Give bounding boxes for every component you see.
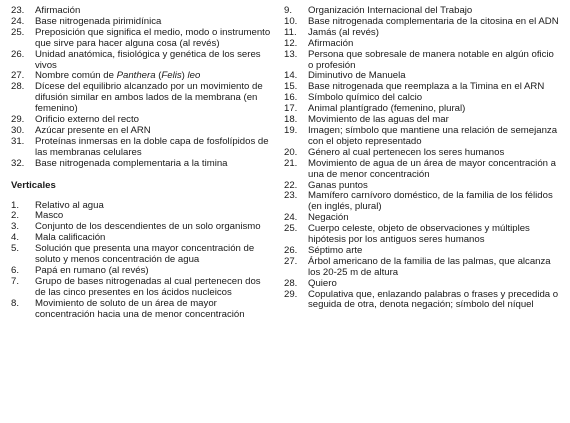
left-column	[11, 6, 273, 320]
clue-item	[11, 299, 273, 321]
clue-number: 14.	[284, 70, 298, 82]
clue-number: 20.	[284, 146, 298, 158]
clue-text: Afirmación	[35, 5, 81, 16]
clue-item	[284, 279, 560, 290]
clue-text: Preposición que significa el medio, modo o instrumento que sirve para hacer alguna cosa (al revés)	[35, 26, 271, 49]
clue-item	[284, 50, 560, 72]
clue-number: 17.	[284, 103, 298, 115]
clue-text: Séptimo arte	[308, 244, 363, 256]
clue-text: Base nitrogenada complementaria a la timina	[35, 157, 228, 169]
verticales-list-right	[284, 6, 560, 311]
clue-item	[11, 137, 273, 159]
clue-number: 11.	[284, 26, 297, 38]
clue-text: Quiero	[308, 277, 337, 289]
clue-text: Cuerpo celeste, objeto de observaciones y múltiples hipótesis por los antiguos seres humanos	[308, 223, 530, 246]
clue-number: 2.	[11, 210, 20, 222]
clue-text: Animal plantígrado (femenino, plural)	[308, 103, 466, 115]
clue-number: 22.	[284, 179, 298, 191]
clue-number: 6.	[11, 264, 20, 276]
clue-number: 32.	[11, 157, 25, 169]
clue-number: 25.	[11, 26, 25, 38]
clue-text: Movimiento de las aguas del mar	[308, 114, 449, 126]
clue-text: Diminutivo de Manuela	[308, 70, 406, 82]
clue-text: Género al cual pertenecen los seres humanos	[308, 146, 505, 158]
clue-number: 25.	[284, 223, 298, 235]
clue-item	[11, 28, 273, 50]
clue-item	[284, 39, 560, 50]
clue-number: 4.	[11, 232, 20, 244]
clue-number: 13.	[284, 48, 298, 60]
clue-number: 7.	[11, 275, 20, 287]
clue-item	[11, 50, 273, 72]
clue-number: 23.	[11, 5, 25, 16]
clue-text: Relativo al agua	[35, 199, 104, 211]
clue-text: Ganas puntos	[308, 179, 368, 191]
clue-item	[284, 126, 560, 148]
clue-number: 23.	[284, 190, 298, 202]
clue-text: Orificio externo del recto	[35, 114, 139, 126]
clue-item	[284, 224, 560, 246]
clue-number: 28.	[284, 277, 298, 289]
clue-text: Nombre común de Panthera (Felis) leo	[35, 70, 201, 82]
clue-item	[284, 290, 560, 312]
clue-number: 18.	[284, 114, 298, 126]
clue-number: 28.	[11, 81, 25, 93]
clue-number: 24.	[284, 212, 298, 224]
clue-item	[284, 257, 560, 279]
clue-text: Dícese del equilibrio alcanzado por un movimiento de difusión similar en ambos lados de la membrana (en femenino)	[35, 81, 263, 115]
clue-number: 27.	[11, 70, 25, 82]
clue-text: Jamás (al revés)	[308, 26, 379, 38]
clue-text: Árbol americano de la familia de las palmas, que alcanza los 20-25 m de altura	[308, 255, 551, 278]
clue-text: Base nitrogenada que reemplaza a la Timina en el ARN	[308, 81, 545, 93]
clue-number: 10.	[284, 15, 298, 27]
clue-number: 29.	[284, 288, 298, 300]
clue-item	[284, 191, 560, 213]
clue-number: 21.	[284, 157, 298, 169]
clue-item	[11, 244, 273, 266]
right-column	[284, 6, 560, 311]
clue-text: Azúcar presente en el ARN	[35, 124, 151, 136]
clue-text: Movimiento de soluto de un área de mayor concentración hacia una de menor concentración	[35, 297, 245, 320]
clue-item	[11, 277, 273, 299]
clue-text: Organización Internacional del Trabajo	[308, 5, 473, 16]
clue-text: Masco	[35, 210, 64, 222]
clue-number: 3.	[11, 221, 20, 233]
clue-text: Papá en rumano (al revés)	[35, 264, 149, 276]
clue-number: 1.	[11, 199, 20, 211]
clue-number: 9.	[284, 5, 293, 16]
clue-text: Negación	[308, 212, 349, 224]
verticales-heading: Verticales	[11, 179, 56, 191]
clue-number: 16.	[284, 92, 298, 104]
clue-number: 30.	[11, 124, 25, 136]
clue-number: 27.	[284, 255, 298, 267]
clue-number: 24.	[11, 15, 25, 27]
clue-text: Mamífero carnívoro doméstico, de la familia de los félidos (en inglés, plural)	[308, 190, 553, 213]
clue-item	[11, 159, 273, 170]
clue-number: 12.	[284, 37, 298, 49]
clue-number: 31.	[11, 135, 25, 147]
clue-number: 5.	[11, 243, 20, 255]
verticales-list-left	[11, 201, 273, 321]
clue-text: Copulativa que, enlazando palabras o frases y precedida o seguida de otra, denota negación; símbolo del níquel	[308, 288, 559, 311]
clue-text: Afirmación	[308, 37, 354, 49]
clue-text: Imagen; símbolo que mantiene una relación de semejanza con el objeto representado	[308, 124, 558, 147]
clue-text: Símbolo químico del calcio	[308, 92, 423, 104]
clue-text: Movimiento de agua de un área de mayor concentración a una de menor concentración	[308, 157, 556, 180]
horizontales-list	[11, 6, 273, 170]
clue-number: 15.	[284, 81, 298, 93]
clue-item	[284, 159, 560, 181]
clue-text: Solución que presenta una mayor concentración de soluto y menos concentración de agua	[35, 243, 255, 266]
clue-text: Base nitrogenada complementaria de la citosina en el ADN	[308, 15, 559, 27]
clue-number: 19.	[284, 124, 298, 136]
clue-text: Conjunto de los descendientes de un solo organismo	[35, 221, 261, 233]
clue-text: Unidad anatómica, fisiológica y genética de los seres vivos	[35, 48, 261, 71]
clue-text: Persona que sobresale de manera notable en algún oficio o profesión	[308, 48, 554, 71]
clue-text: Mala calificación	[35, 232, 106, 244]
clue-number: 29.	[11, 114, 25, 126]
clue-text: Base nitrogenada pirimidínica	[35, 15, 162, 27]
clue-number: 8.	[11, 297, 20, 309]
clue-text: Proteínas inmersas en la doble capa de fosfolípidos de las membranas celulares	[35, 135, 269, 158]
clue-item	[11, 82, 273, 115]
clue-number: 26.	[11, 48, 25, 60]
clue-number: 26.	[284, 244, 298, 256]
clue-text: Grupo de bases nitrogenadas al cual pertenecen dos de las cinco presentes en los ácidos nucleicos	[35, 275, 261, 298]
